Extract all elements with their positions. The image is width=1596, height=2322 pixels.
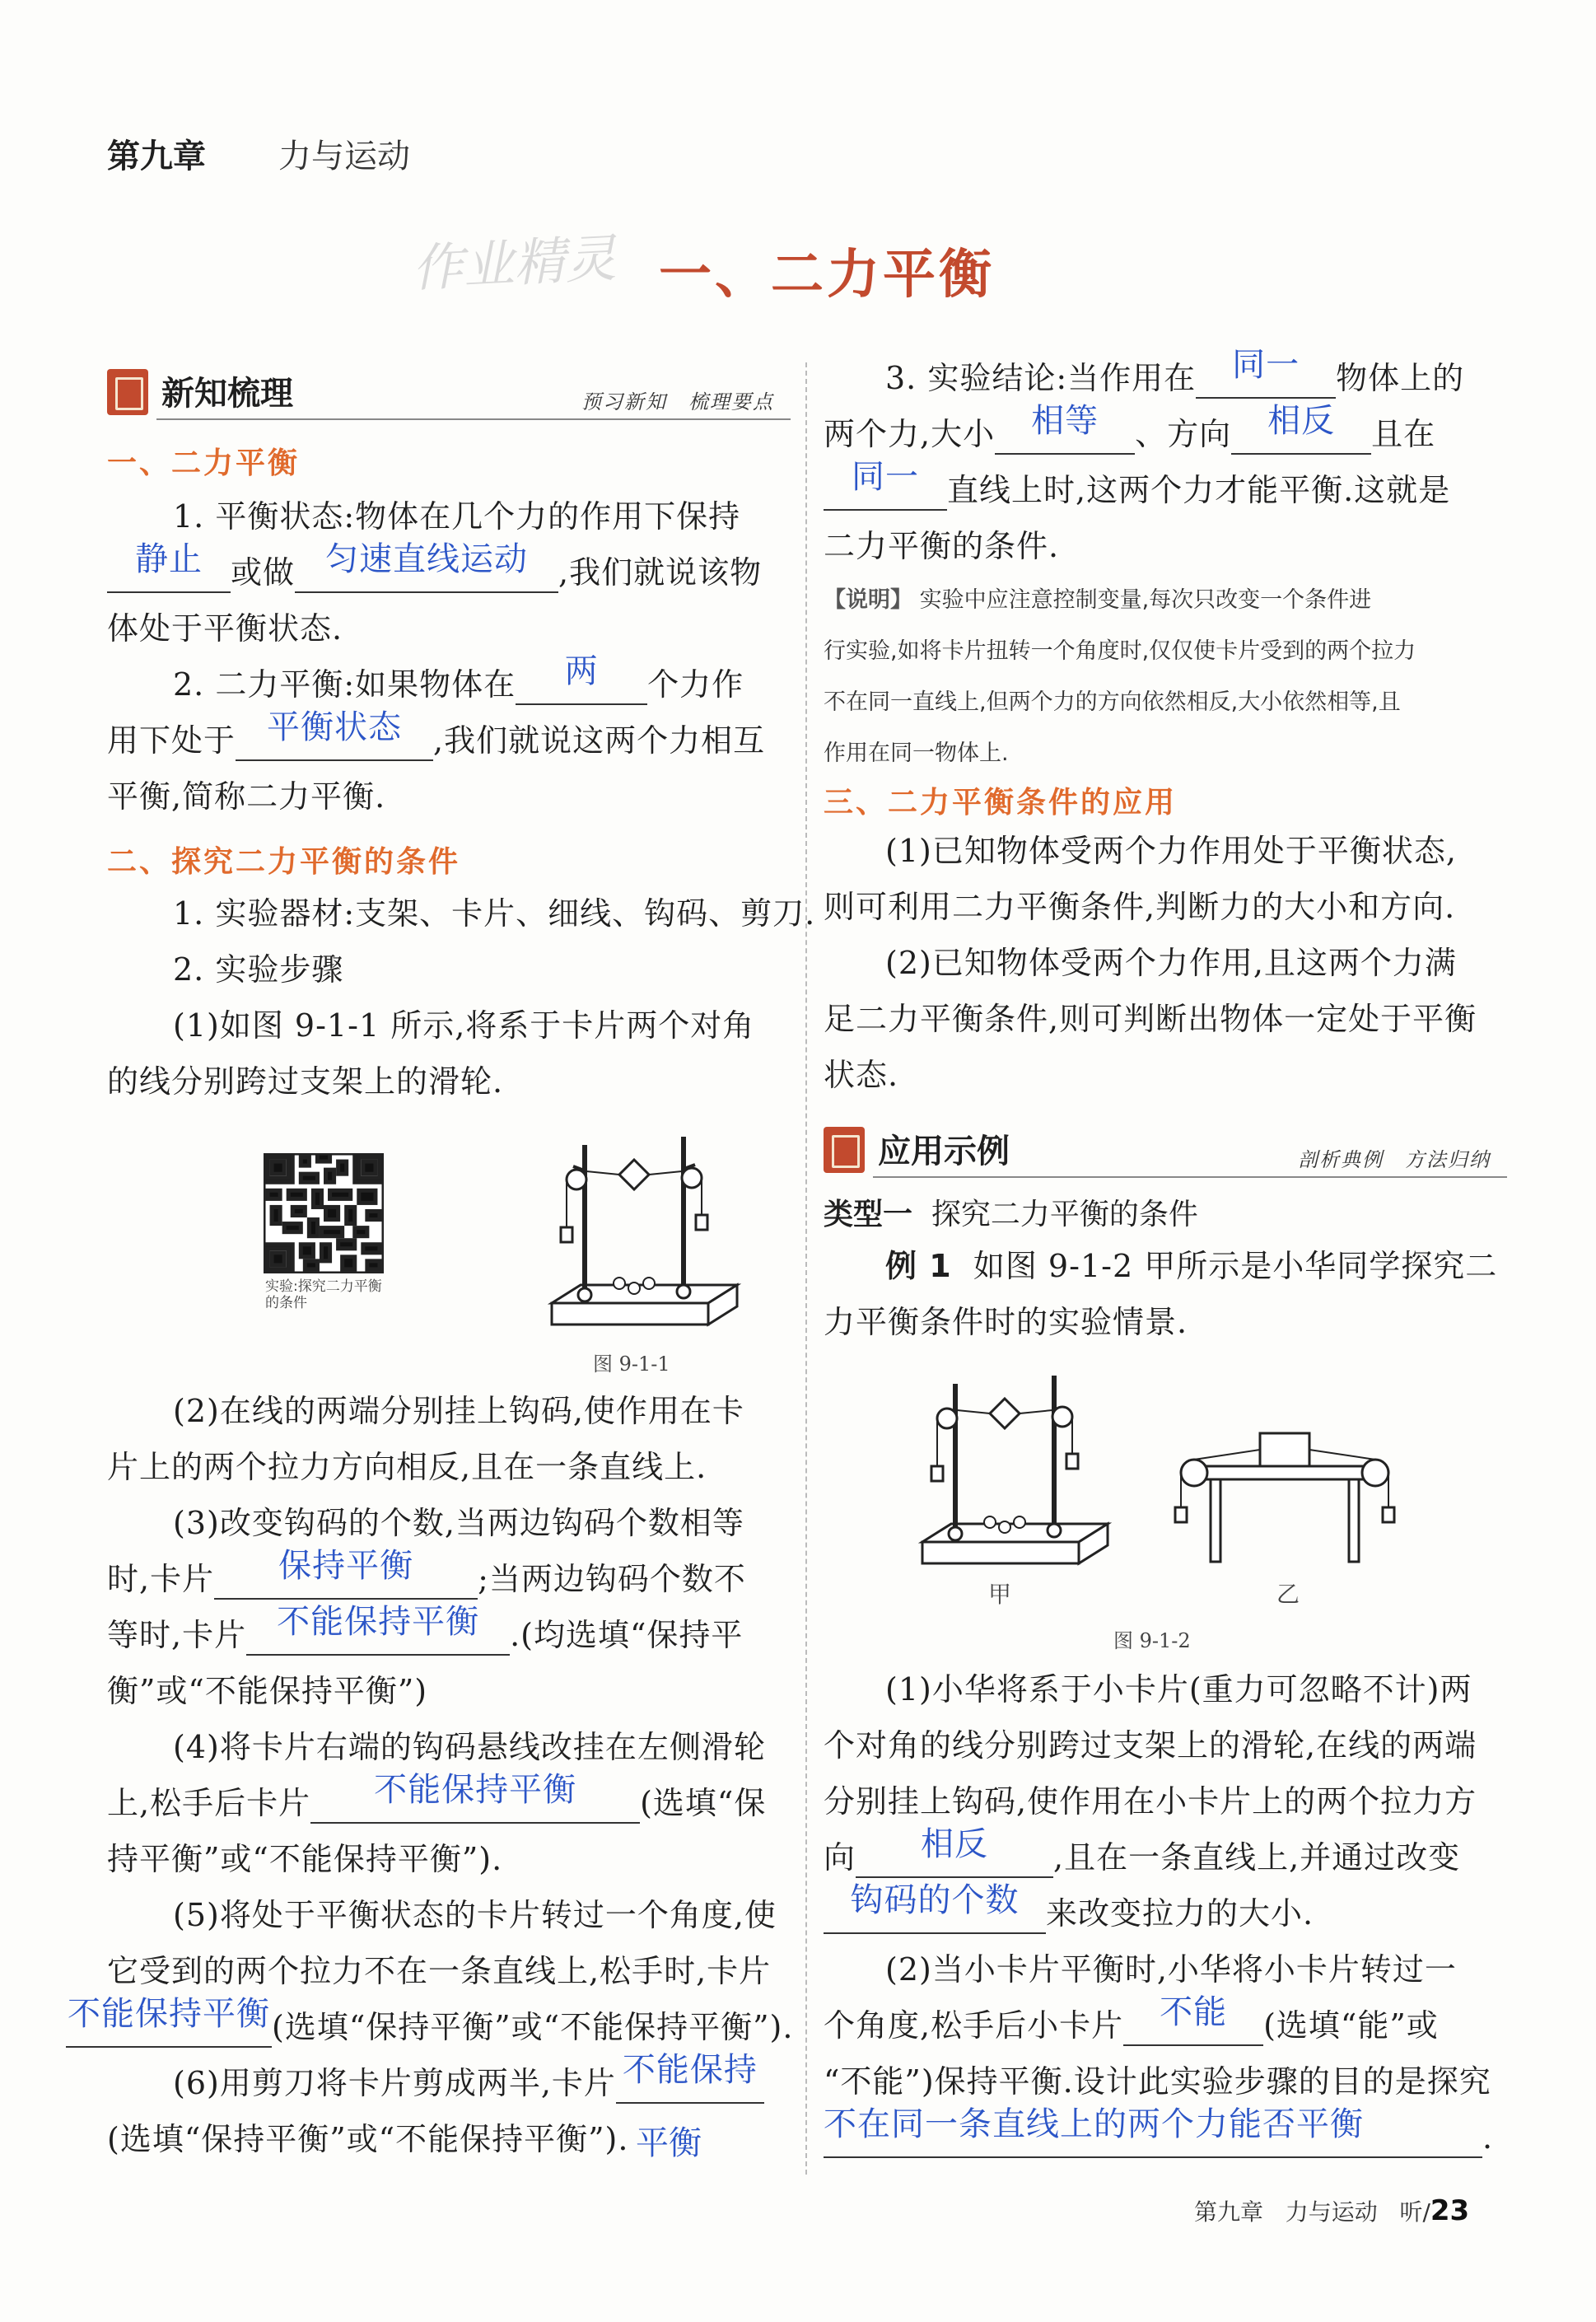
- text-line: 2. 实验步骤: [173, 951, 344, 988]
- text-line: (2)当小卡片平衡时,小华将小卡片转过一: [885, 1951, 1457, 1988]
- text-line: 上,松手后卡片 不能保持平衡 (选填“保: [107, 1782, 766, 1824]
- text-line: 1. 实验器材:支架、卡片、细线、钩码、剪刀.: [173, 895, 816, 932]
- section-icon: [107, 369, 148, 415]
- chapter-title: 力与运动: [278, 138, 410, 175]
- text-line: 两个力,大小 相等 、方向 相反 且在: [824, 413, 1435, 455]
- answer: 相等: [1031, 402, 1099, 440]
- qr-caption: 实验:探究二力平衡 的条件: [265, 1278, 382, 1311]
- answer: 不在同一条直线上的两个力能否平衡: [824, 2105, 1364, 2143]
- answer: 同一: [852, 458, 919, 496]
- figure-9-1-1: [544, 1120, 741, 1334]
- text-line: 2. 二力平衡:如果物体在 两 个力作: [173, 664, 744, 705]
- text-line: 持平衡”或“不能保持平衡”).: [107, 1841, 503, 1877]
- answer: 相反: [1267, 402, 1336, 440]
- figure-caption: 图 9-1-2: [1113, 1629, 1191, 1652]
- text-line: 个对角的线分别跨过支架上的滑轮,在线的两端: [824, 1727, 1477, 1764]
- page-footer: 第九章 力与运动 听/23: [1194, 2194, 1470, 2227]
- answer: 平衡: [636, 2124, 702, 2162]
- note-label: 【说明】: [824, 587, 912, 613]
- figure-label-b: 乙: [1276, 1581, 1300, 1608]
- answer: 不能保持平衡: [68, 1995, 270, 2033]
- text-line: 片上的两个拉力方向相反,且在一条直线上.: [107, 1449, 707, 1485]
- answer: 不能保持: [622, 2051, 758, 2089]
- text-line: 力平衡条件时的实验情景.: [824, 1304, 1188, 1340]
- answer: 匀速直线运动: [325, 540, 529, 578]
- note-block: 【说明】 实验中应注意控制变量,每次只改变一个条件进 行实验,如将卡片扭转一个角度时,仅仅使卡片受到的两个拉力 不在同一直线上,但两个力的方向依然相反,大小依然相等,且 作用在同一物体上.: [824, 587, 1416, 766]
- text-line: 1. 平衡状态:物体在几个力的作用下保持: [173, 498, 741, 535]
- text-line: 足二力平衡条件,则可判断出物体一定处于平衡: [824, 1001, 1477, 1037]
- text-line: 状态.: [824, 1057, 899, 1093]
- text-line: 体处于平衡状态.: [107, 610, 343, 647]
- text-line: 用下处于 平衡状态 ,我们就说这两个力相互: [107, 720, 765, 761]
- text-line: 例 1 如图 9-1-2 甲所示是小华同学探究二: [885, 1248, 1498, 1284]
- section-head-xinzhi: [107, 362, 791, 420]
- text-line: 3. 实验结论:当作用在 同一 物体上的: [885, 357, 1464, 399]
- figure-9-1-2-b: [1169, 1425, 1408, 1565]
- answer: 保持平衡: [278, 1547, 414, 1585]
- text-line: 平衡,简称二力平衡.: [107, 778, 386, 815]
- watermark: 作业精灵: [410, 227, 618, 299]
- text-line: (2)已知物体受两个力作用,且这两个力满: [885, 945, 1457, 981]
- text-line: (6)用剪刀将卡片剪成两半,卡片 不能保持: [173, 2063, 764, 2104]
- text-line: (1)小华将系于小卡片(重力可忽略不计)两: [885, 1671, 1472, 1708]
- answer: 同一: [1232, 346, 1300, 384]
- subsection-title-2: 二、探究二力平衡的条件: [107, 845, 461, 879]
- figure-caption: 图 9-1-1: [593, 1353, 670, 1376]
- column-divider: [805, 362, 807, 2175]
- answer: 平衡状态: [267, 708, 403, 746]
- section-subtitle: 剖析典例 方法归纳: [1298, 1148, 1491, 1171]
- text-line: (1)已知物体受两个力作用处于平衡状态,: [885, 833, 1457, 869]
- text-line: (1)如图 9-1-1 所示,将系于卡片两个对角: [173, 1007, 755, 1044]
- subsection-title-3: 三、二力平衡条件的应用: [824, 786, 1178, 820]
- text-line: 同一 直线上时,这两个力才能平衡.这就是: [824, 470, 1450, 511]
- example-label: 例 1: [885, 1248, 952, 1284]
- type-heading: 类型一 探究二力平衡的条件: [824, 1198, 1198, 1231]
- text-line: (2)在线的两端分别挂上钩码,使作用在卡: [173, 1393, 744, 1429]
- answer: 不能保持平衡: [277, 1603, 480, 1641]
- lesson-title: 一、二力平衡: [659, 245, 995, 306]
- figure-9-1-2-a: [914, 1359, 1112, 1573]
- text-line: 则可利用二力平衡条件,判断力的大小和方向.: [824, 889, 1456, 925]
- text-line: 钩码的个数 来改变拉力的大小.: [824, 1893, 1314, 1934]
- text-line: 不在同一条直线上的两个力能否平衡 .: [824, 2117, 1493, 2158]
- section-title: 新知梳理: [161, 375, 293, 413]
- answer: 静止: [135, 540, 203, 578]
- text-line: 分别挂上钩码,使作用在小卡片上的两个拉力方: [824, 1783, 1477, 1820]
- section-subtitle: 预习新知 梳理要点: [581, 390, 774, 413]
- text-line: 的线分别跨过支架上的滑轮.: [107, 1063, 504, 1100]
- text-line: 静止 或做 匀速直线运动 ,我们就说该物: [107, 552, 762, 593]
- answer: 钩码的个数: [850, 1881, 1020, 1919]
- text-line: 二力平衡的条件.: [824, 528, 1060, 564]
- answer: 两: [564, 652, 599, 690]
- text-line: 向 相反 ,且在一条直线上,并通过改变: [824, 1837, 1460, 1878]
- text-line: (5)将处于平衡状态的卡片转过一个角度,使: [173, 1897, 777, 1933]
- text-line: 它受到的两个拉力不在一条直线上,松手时,卡片: [107, 1953, 772, 1989]
- answer: 不能: [1160, 1993, 1228, 2031]
- text-line: 个角度,松手后小卡片 不能 (选填“能”或: [824, 2005, 1439, 2046]
- text-line: 不能保持平衡(选填“保持平衡”或“不能保持平衡”).: [66, 2007, 793, 2048]
- section-title: 应用示例: [878, 1133, 1010, 1170]
- text-line: (3)改变钩码的个数,当两边钩码个数相等: [173, 1505, 744, 1541]
- subsection-title-1: 一、二力平衡: [107, 446, 301, 480]
- text-line: 等时,卡片 不能保持平衡 .(均选填“保持平: [107, 1614, 743, 1656]
- answer: 不能保持平衡: [374, 1771, 577, 1809]
- answer: 相反: [921, 1825, 989, 1863]
- section-icon: [824, 1127, 865, 1173]
- text-line: (选填“保持平衡”或“不能保持平衡”).: [107, 2121, 629, 2157]
- text-line: “不能”)保持平衡.设计此实验步骤的目的是探究: [824, 2063, 1491, 2100]
- figure-label-a: 甲: [988, 1581, 1012, 1608]
- qr-code[interactable]: [264, 1153, 384, 1273]
- chapter-label: 第九章: [107, 138, 206, 175]
- page-number: 23: [1430, 2194, 1470, 2227]
- text-line: 衡”或“不能保持平衡”): [107, 1673, 428, 1709]
- text-line: (4)将卡片右端的钩码悬线改挂在左侧滑轮: [173, 1729, 766, 1765]
- section-head-yingyong: [824, 1120, 1507, 1178]
- text-line: 时,卡片 保持平衡 ;当两边钩码个数不: [107, 1558, 746, 1600]
